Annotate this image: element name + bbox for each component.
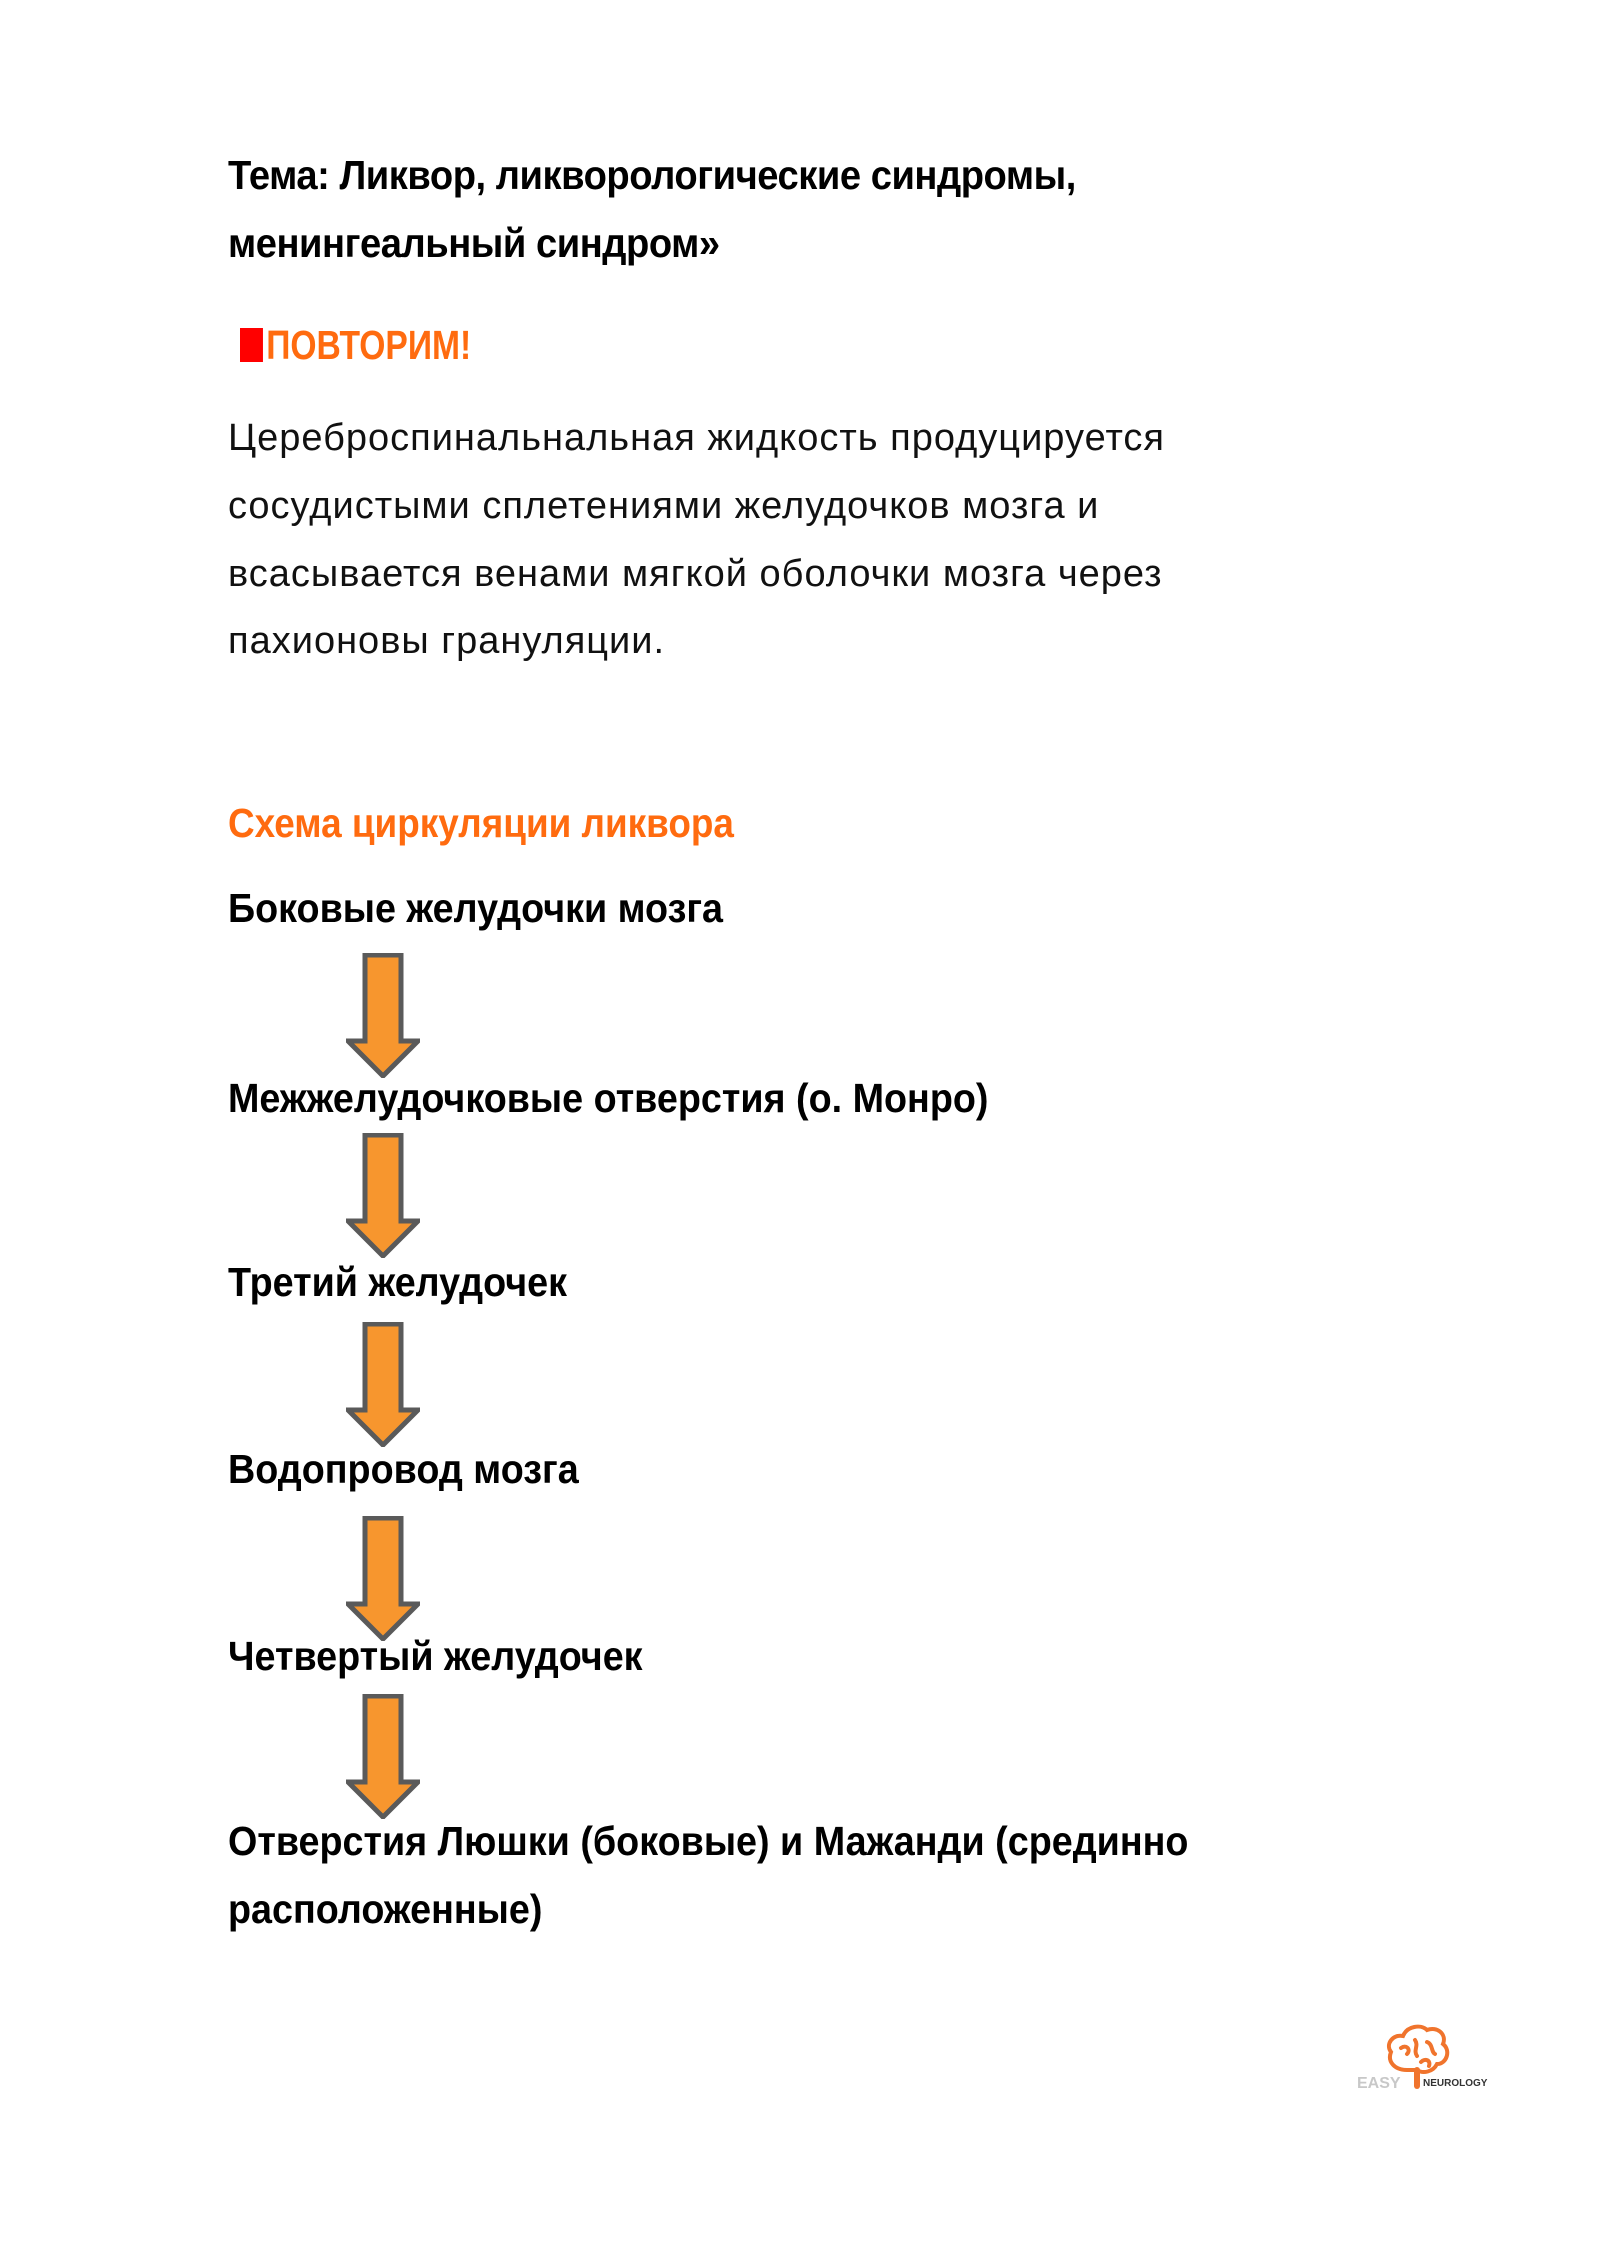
scheme-heading: Схема циркуляции ликвора <box>228 800 734 846</box>
down-arrow-icon <box>346 1133 420 1258</box>
intro-line-1: Цереброспинальнальная жидкость продуцируется <box>228 417 1165 459</box>
down-arrow-icon <box>346 1322 420 1447</box>
intro-line-4: пахионовы грануляции. <box>228 620 666 662</box>
step-foramen-monro: Межжелудочковые отверстия (о. Монро) <box>228 1075 989 1121</box>
repeat-label: ПОВТОРИМ! <box>266 322 472 368</box>
step-lateral-ventricles: Боковые желудочки мозга <box>228 885 724 931</box>
svg-text:NEUROLOGY: NEUROLOGY <box>1423 2078 1488 2089</box>
svg-text:EASY: EASY <box>1357 2075 1401 2092</box>
step-foramina-continued: расположенные) <box>228 1886 543 1932</box>
easy-neurology-logo <box>1355 2020 1490 2095</box>
step-fourth-ventricle: Четвертый желудочек <box>228 1633 643 1679</box>
repeat-heading <box>240 322 471 369</box>
step-third-ventricle: Третий желудочек <box>228 1259 567 1305</box>
step-foramina-luschka-magendie: Отверстия Люшки (боковые) и Мажанди (срединно <box>228 1818 1189 1864</box>
intro-line-3: всасывается венами мягкой оболочки мозга через <box>228 553 1163 595</box>
step-aqueduct: Водопровод мозга <box>228 1446 579 1492</box>
page-title-line-2: менингеальный синдром» <box>228 220 720 266</box>
page-title-line-1: Тема: Ликвор, ликворологические синдромы, <box>228 152 1076 198</box>
red-square-icon <box>240 328 263 362</box>
down-arrow-icon <box>346 1694 420 1819</box>
down-arrow-icon <box>346 1516 420 1641</box>
down-arrow-icon <box>346 953 420 1078</box>
intro-line-2: сосудистыми сплетениями желудочков мозга и <box>228 485 1100 527</box>
